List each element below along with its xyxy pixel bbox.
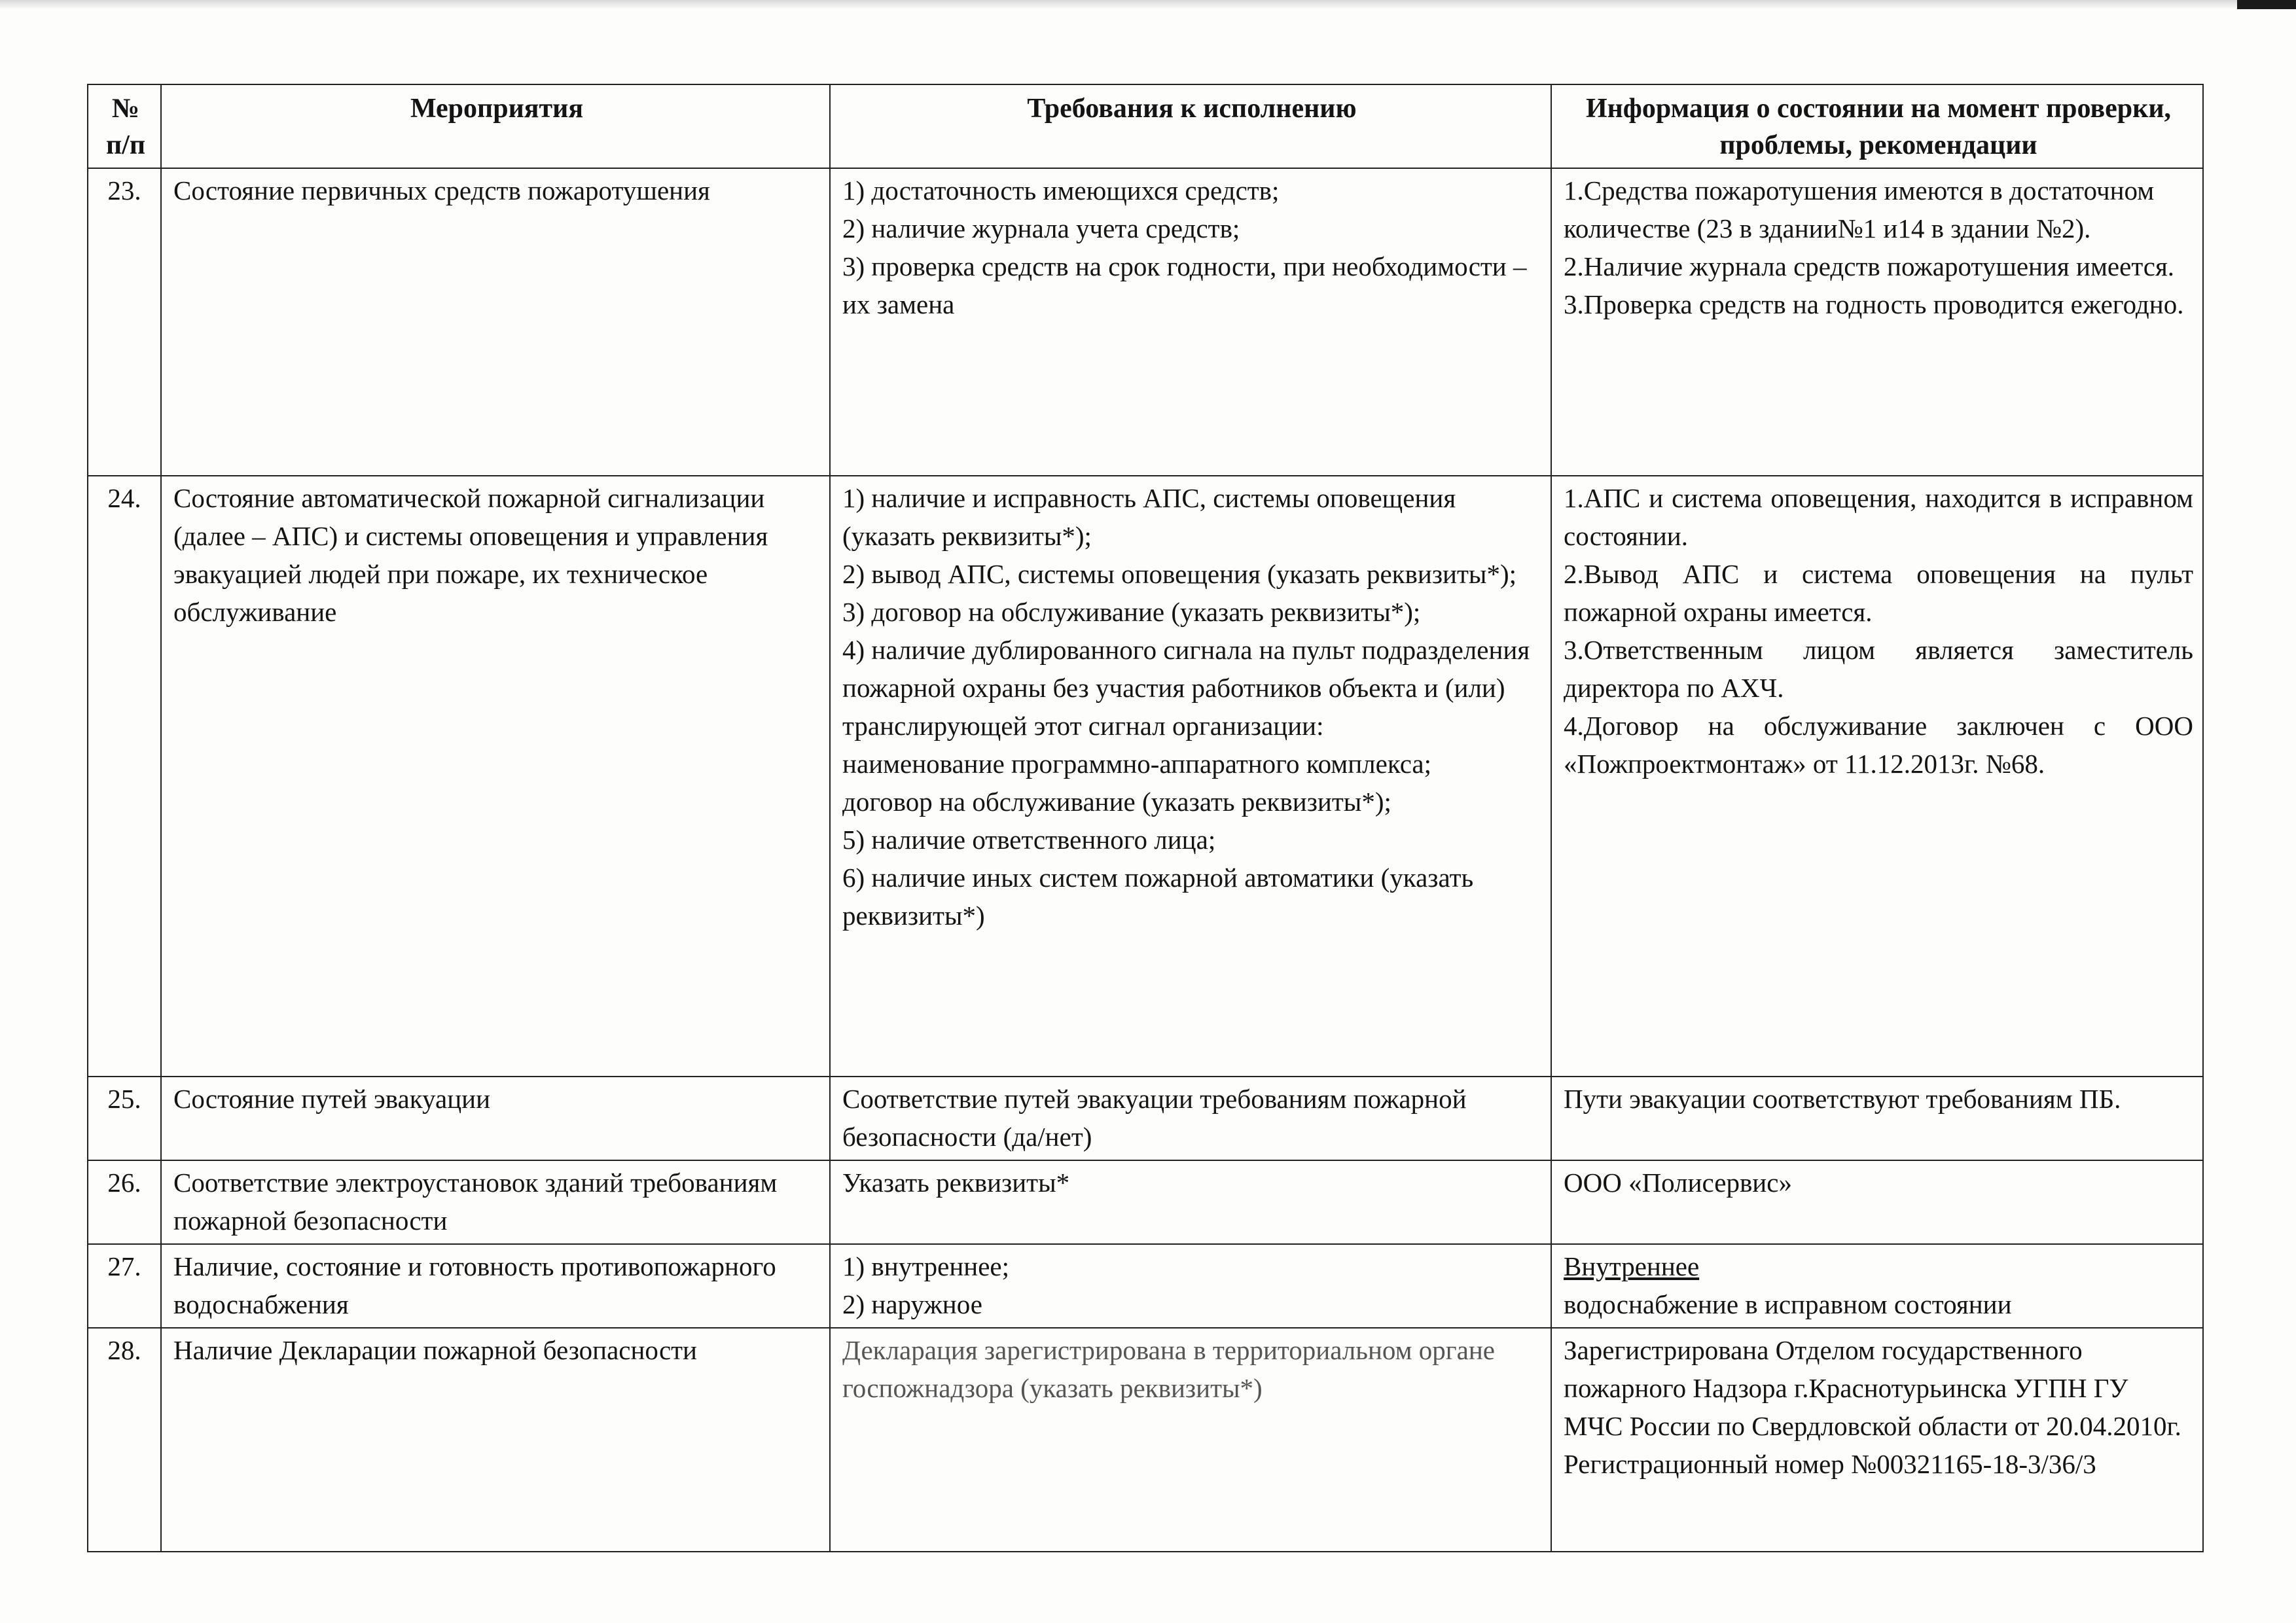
row-event: Соответствие электроустановок зданий требованиям пожарной безопасности (161, 1160, 830, 1244)
row-number: 28. (88, 1328, 161, 1552)
requirement-line: 2) наружное (842, 1289, 982, 1319)
table-row (88, 476, 2203, 1077)
header-requirements: Требования к исполнению (830, 84, 1551, 168)
row-event: Состояние путей эвакуации (161, 1077, 830, 1160)
info-line: 1.АПС и система оповещения, находится в исправном состоянии. (1564, 483, 2193, 551)
table-header-row (88, 84, 2203, 168)
requirement-line: Декларация зарегистрирована в территориальном органе госпожнадзора (указать реквизиты*) (842, 1335, 1495, 1403)
requirement-line: наименование программно-аппаратного комплекса; (842, 749, 1432, 779)
requirement-line: Указать реквизиты* (842, 1168, 1070, 1198)
row-requirements (830, 168, 1551, 476)
info-line: Зарегистрирована Отделом государственного пожарного Надзора г.Краснотурьинска УГПН ГУ МЧС России по Свердловской области от 20.04.2010г. Регистрационный номер №00321165-18-3/36/3 (1564, 1335, 2181, 1479)
requirement-line: 3) проверка средств на срок годности, при необходимости – их замена (842, 251, 1527, 319)
row-info (1551, 1328, 2203, 1552)
requirement-line: 1) наличие и исправность АПС, системы оповещения (указать реквизиты*); (842, 483, 1456, 551)
row-event: Наличие Декларации пожарной безопасности (161, 1328, 830, 1552)
requirement-line: 2) наличие журнала учета средств; (842, 213, 1240, 243)
row-requirements (830, 1244, 1551, 1328)
row-requirements (830, 1160, 1551, 1244)
row-event: Состояние первичных средств пожаротушения (161, 168, 830, 476)
table-row (88, 1244, 2203, 1328)
requirement-line: 1) достаточность имеющихся средств; (842, 175, 1280, 205)
header-info: Информация о состоянии на момент проверки, проблемы, рекомендации (1551, 84, 2203, 168)
table-row (88, 1160, 2203, 1244)
table-row (88, 1328, 2203, 1552)
scan-top-edge (0, 0, 2296, 9)
row-info (1551, 1160, 2203, 1244)
requirement-line: договор на обслуживание (указать реквизиты*); (842, 787, 1391, 817)
row-number: 24. (88, 476, 161, 1077)
row-requirements (830, 1328, 1551, 1552)
requirement-line: 2) вывод АПС, системы оповещения (указать реквизиты*); (842, 559, 1517, 589)
info-line: 3.Ответственным лицом является заместитель директора по АХЧ. (1564, 635, 2193, 703)
requirement-line: 6) наличие иных систем пожарной автоматики (указать реквизиты*) (842, 863, 1474, 931)
row-event: Наличие, состояние и готовность противопожарного водоснабжения (161, 1244, 830, 1328)
row-event: Состояние автоматической пожарной сигнализации (далее – АПС) и системы оповещения и управления эвакуацией людей при пожаре, их техническое обслуживание (161, 476, 830, 1077)
table-row (88, 1077, 2203, 1160)
header-num: № п/п (88, 84, 161, 168)
row-number: 25. (88, 1077, 161, 1160)
header-event: Мероприятия (161, 84, 830, 168)
requirement-line: 3) договор на обслуживание (указать реквизиты*); (842, 597, 1421, 627)
requirement-line: 4) наличие дублированного сигнала на пульт подразделения пожарной охраны без участия работников объекта и (или) транслирующей этот сигнал организации: (842, 635, 1530, 741)
info-line: ООО «Полисервис» (1564, 1168, 1792, 1198)
fire-safety-inspection-table (87, 84, 2204, 1552)
requirement-line: 1) внутреннее; (842, 1251, 1009, 1281)
info-line: водоснабжение в исправном состоянии (1564, 1289, 2012, 1319)
info-heading: Внутреннее (1564, 1251, 1700, 1281)
info-line: 2.Наличие журнала средств пожаротушения имеется. (1564, 251, 2175, 281)
row-number: 27. (88, 1244, 161, 1328)
requirement-line: Соответствие путей эвакуации требованиям пожарной безопасности (да/нет) (842, 1084, 1467, 1152)
info-line: 1.Средства пожаротушения имеются в достаточном количестве (23 в здании№1 и14 в здании №2). (1564, 175, 2155, 243)
requirement-line: 5) наличие ответственного лица; (842, 825, 1216, 855)
row-info (1551, 168, 2203, 476)
row-requirements (830, 1077, 1551, 1160)
info-line: 3.Проверка средств на годность проводится ежегодно. (1564, 289, 2184, 319)
info-line: 4.Договор на обслуживание заключен с ООО «Пожпроектмонтаж» от 11.12.2013г. №68. (1564, 711, 2193, 779)
table-row (88, 168, 2203, 476)
row-info (1551, 1077, 2203, 1160)
info-line: Пути эвакуации соответствуют требованиям ПБ. (1564, 1084, 2121, 1114)
row-number: 23. (88, 168, 161, 476)
row-number: 26. (88, 1160, 161, 1244)
scan-corner-mark (2237, 0, 2296, 9)
row-requirements (830, 476, 1551, 1077)
row-info (1551, 1244, 2203, 1328)
row-info (1551, 476, 2203, 1077)
info-line: 2.Вывод АПС и система оповещения на пульт пожарной охраны имеется. (1564, 559, 2193, 627)
